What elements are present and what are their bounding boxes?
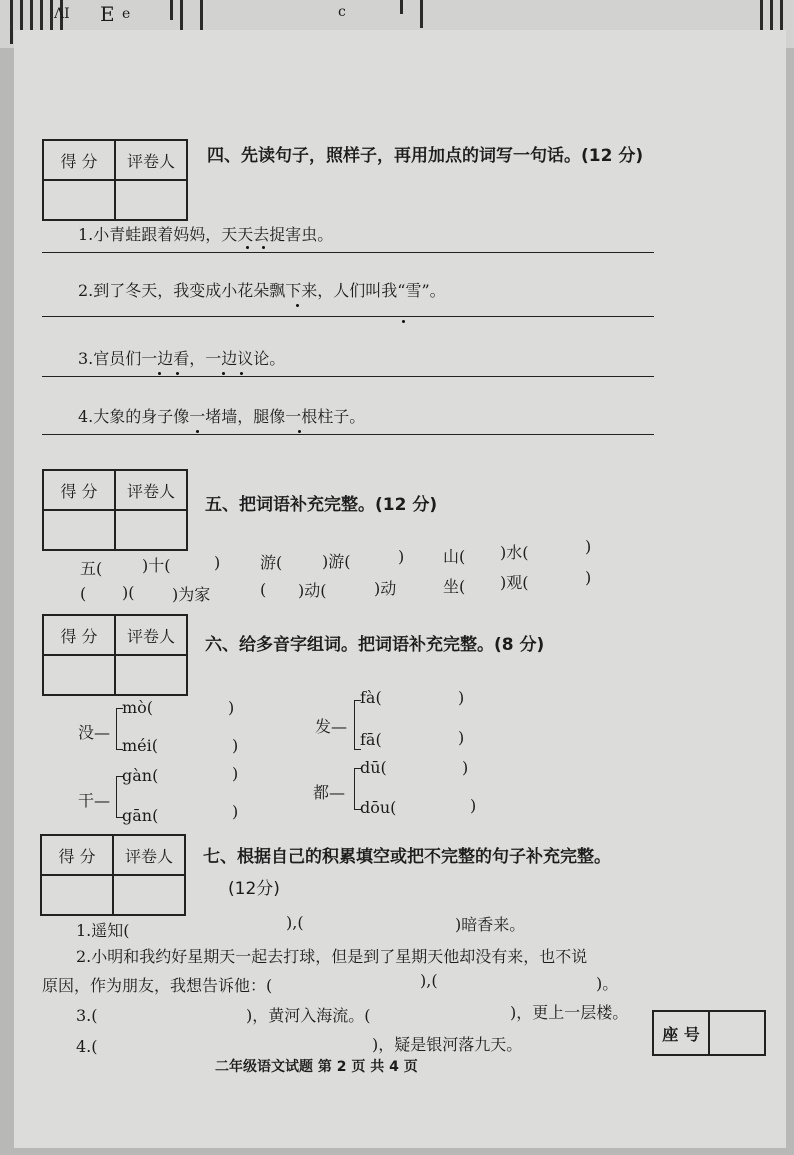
grader-cell[interactable] — [115, 180, 187, 220]
s5-r2-e: )动( — [298, 581, 327, 600]
s7-q1-a: 1.遥知( — [76, 921, 130, 940]
fragment-3: e — [122, 6, 131, 22]
s5-r1-b: )十( — [142, 556, 171, 575]
score-cell[interactable] — [43, 180, 115, 220]
score-label: 得 分 — [41, 835, 113, 875]
s5-r1-e: )游( — [322, 552, 351, 571]
s5-r2-g: 坐( — [443, 577, 466, 596]
close-paren: ) — [228, 698, 235, 717]
close-paren: ) — [232, 764, 239, 783]
s7-q4-b: )，疑是银河落九天。 — [372, 1035, 523, 1054]
s7-q3-b: )，黄河入海流。( — [246, 1006, 371, 1025]
page-footer: 二年级语文试题 第 2 页 共 4 页 — [215, 1059, 418, 1075]
poly-mei: 没— — [78, 723, 111, 742]
s7-q1-c: )暗香来。 — [455, 915, 526, 934]
grader-label: 评卷人 — [115, 140, 187, 180]
s5-r2-b: )( — [122, 583, 135, 602]
grader-cell[interactable] — [115, 655, 187, 695]
score-cell[interactable] — [43, 655, 115, 695]
s5-r2-h: )观( — [500, 573, 529, 592]
s7-q3-c: )，更上一层楼。 — [510, 1003, 629, 1022]
grader-label: 评卷人 — [113, 835, 185, 875]
close-paren: ) — [470, 796, 477, 815]
section6-title: 六、给多音字组词。把词语补充完整。(8 分) — [205, 635, 545, 655]
grader-cell[interactable] — [115, 510, 187, 550]
reading: dōu( — [360, 798, 397, 817]
s7-q2-c: )。 — [596, 974, 619, 993]
s7-q4-a: 4.( — [76, 1037, 98, 1056]
seat-input[interactable] — [709, 1011, 765, 1055]
s4-answer-line-3[interactable] — [42, 376, 654, 377]
close-paren: ) — [232, 736, 239, 755]
s7-q3-a: 3.( — [76, 1006, 98, 1025]
fragment-4: c — [338, 4, 346, 20]
score-label: 得 分 — [43, 615, 115, 655]
close-paren: ) — [458, 688, 465, 707]
close-paren: ) — [462, 758, 469, 777]
score-box-6 — [42, 614, 188, 696]
s7-q1-b: ),( — [286, 913, 304, 932]
s5-r1-i: ) — [585, 537, 592, 556]
fragment-1: ΛI — [54, 6, 70, 22]
s5-r1-f: ) — [398, 547, 405, 566]
s5-r2-a: ( — [80, 584, 87, 603]
s4-q2: 2.到了冬天，我变成小花朵飘下来，人们叫我“雪”。 — [78, 281, 446, 300]
section4-title: 四、先读句子，照样子，再用加点的词写一句话。(12 分) — [207, 146, 644, 166]
grader-label: 评卷人 — [115, 615, 187, 655]
s5-r2-f: )动 — [374, 579, 397, 598]
fragment-2: E — [100, 2, 115, 26]
section5-title: 五、把词语补充完整。(12 分) — [205, 495, 438, 515]
section7-title: 七、根据自己的积累填空或把不完整的句子补充完整。 — [203, 847, 611, 867]
s4-answer-line-2[interactable] — [42, 316, 654, 317]
s7-q2-line1: 2.小明和我约好星期天一起去打球，但是到了星期天他却没有来，也不说 — [76, 947, 588, 966]
score-cell[interactable] — [41, 875, 113, 915]
s5-r1-c: ) — [214, 553, 221, 572]
reading: dū( — [360, 758, 387, 777]
score-box-5 — [42, 469, 188, 551]
seat-number-box — [652, 1010, 766, 1056]
reading: fā( — [360, 730, 382, 749]
s7-q2-b: ),( — [420, 971, 438, 990]
poly-fa: 发— — [315, 717, 348, 736]
s5-r1-g: 山( — [443, 547, 466, 566]
section7-points: (12分) — [228, 879, 280, 899]
score-box-7 — [40, 834, 186, 916]
s4-q3: 3.官员们一边看，一边议论。 — [78, 349, 286, 368]
score-cell[interactable] — [43, 510, 115, 550]
s4-answer-line-1[interactable] — [42, 252, 654, 253]
s5-r2-c: )为家 — [172, 585, 211, 604]
s5-r1-h: )水( — [500, 543, 529, 562]
s7-q2-a: 原因，作为朋友，我想告诉他：( — [42, 976, 273, 995]
s4-answer-line-4[interactable] — [42, 434, 654, 435]
s5-r2-d: ( — [260, 580, 267, 599]
reading: mò( — [122, 698, 154, 717]
s5-r2-i: ) — [585, 568, 592, 587]
score-label: 得 分 — [43, 140, 115, 180]
grader-label: 评卷人 — [115, 470, 187, 510]
s5-r1-d: 游( — [260, 553, 283, 572]
poly-gan: 干— — [78, 791, 111, 810]
close-paren: ) — [232, 802, 239, 821]
poly-dou: 都— — [313, 783, 346, 802]
reading: gān( — [122, 806, 159, 825]
close-paren: ) — [458, 728, 465, 747]
reading: méi( — [122, 736, 158, 755]
score-label: 得 分 — [43, 470, 115, 510]
s4-q4: 4.大象的身子像一堵墙，腿像一根柱子。 — [78, 407, 366, 426]
reading: gàn( — [122, 766, 159, 785]
seat-label: 座 号 — [653, 1011, 709, 1055]
reading: fà( — [360, 688, 382, 707]
score-box-4 — [42, 139, 188, 221]
s5-r1-a: 五( — [80, 559, 103, 578]
grader-cell[interactable] — [113, 875, 185, 915]
s4-q1: 1.小青蛙跟着妈妈，天天去捉害虫。 — [78, 225, 334, 244]
